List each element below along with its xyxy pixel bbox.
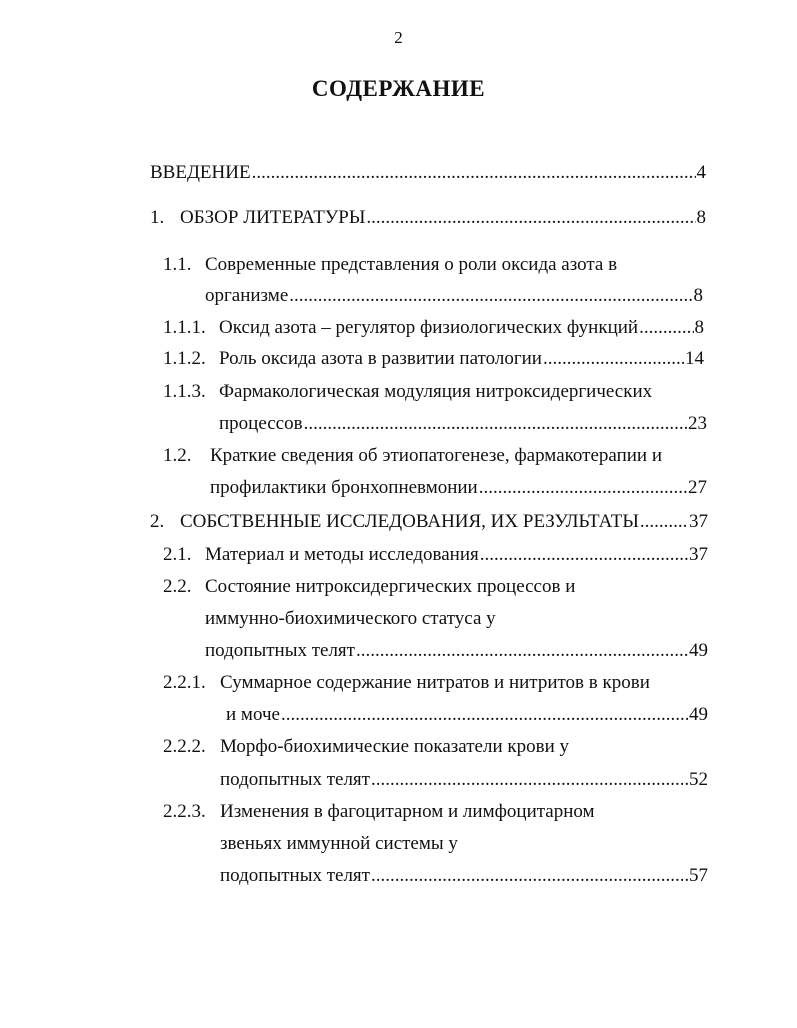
- toc-entry-page: 8: [694, 317, 704, 338]
- leader-dots: [480, 543, 688, 567]
- toc-entry-text: Фармакологическая модуляция нитроксидергических: [219, 381, 653, 402]
- toc-entry-text: Краткие сведения об этиопатогенезе, фармакотерапии и: [210, 445, 662, 466]
- toc-entry-number: 1.1.3.: [163, 381, 206, 402]
- toc-entry-page: 49: [689, 640, 708, 661]
- toc-entry-page: 37: [689, 544, 708, 565]
- toc-entry-number: 1.1.: [163, 254, 192, 275]
- leader-dots: [479, 476, 687, 500]
- toc-entry-s1-2: [210, 476, 707, 500]
- toc-entry-text: подопытных телят: [205, 640, 355, 661]
- leader-dots: [281, 703, 688, 727]
- toc-entry-s1-1-3: [219, 412, 707, 436]
- toc-entry-text: звеньях иммунной системы у: [220, 833, 458, 854]
- toc-entry-text: иммунно-биохимического статуса у: [205, 608, 496, 629]
- toc-entry-text: профилактики бронхопневмонии: [210, 477, 478, 498]
- leader-dots: [366, 206, 695, 230]
- toc-entry-s1-1-2: [219, 347, 704, 371]
- leader-dots: [371, 864, 688, 888]
- toc-entry-text: процессов: [219, 413, 303, 434]
- leader-dots: [639, 316, 693, 340]
- toc-entry-page: 49: [689, 704, 708, 725]
- toc-entry-s1-1-1: [219, 316, 704, 340]
- toc-entry-page: 8: [696, 207, 706, 228]
- leader-dots: [543, 347, 684, 371]
- toc-entry-text: Морфо-биохимические показатели крови у: [220, 736, 570, 757]
- toc-entry-s2-2-3: [220, 864, 708, 888]
- toc-entry-number: 2.2.2.: [163, 736, 206, 757]
- leader-dots: [371, 768, 688, 792]
- toc-entry-text: организме: [205, 285, 289, 306]
- toc-entry-page: 23: [688, 413, 707, 434]
- toc-entry-s1: [180, 206, 706, 230]
- toc-entry-number: 2.2.: [163, 576, 192, 597]
- toc-entry-text: подопытных телят: [220, 865, 370, 886]
- toc-entry-s2-2-1: [226, 703, 708, 727]
- toc-entry-page: 8: [693, 285, 703, 306]
- toc-entry-number: 2.: [150, 511, 165, 532]
- toc-entry-page: 37: [689, 511, 708, 532]
- leader-dots: [289, 284, 692, 308]
- toc-entry-text: Современные представления о роли оксида азота в: [205, 254, 618, 275]
- toc-entry-number: 1.1.2.: [163, 348, 206, 369]
- toc-entry-page: 27: [688, 477, 707, 498]
- toc-entry-number: 1.2.: [163, 445, 192, 466]
- toc-entry-s1-1: [205, 284, 703, 308]
- toc-entry-text: ВВЕДЕНИЕ: [150, 162, 251, 183]
- toc-entry-text: Материал и методы исследования: [205, 544, 479, 565]
- toc-entry-text: подопытных телят: [220, 769, 370, 790]
- toc-entry-text: СОБСТВЕННЫЕ ИССЛЕДОВАНИЯ, ИХ РЕЗУЛЬТАТЫ: [180, 511, 639, 532]
- toc-entry-text: Состояние нитроксидергических процессов и: [205, 576, 576, 597]
- toc-entry-s2: [180, 510, 708, 534]
- leader-dots: [356, 639, 688, 663]
- toc-entry-page: 14: [685, 348, 704, 369]
- toc-entry-text: и моче: [226, 704, 280, 725]
- leader-dots: [304, 412, 687, 436]
- toc-entry-number: 2.1.: [163, 544, 192, 565]
- toc-entry-s2-2-2: [220, 768, 708, 792]
- toc-entry-text: Изменения в фагоцитарном и лимфоцитарном: [220, 801, 595, 822]
- toc-entry-text: Оксид азота – регулятор физиологических функций: [219, 317, 639, 338]
- toc-entry-page: 4: [696, 162, 706, 183]
- toc-entry-text: ОБЗОР ЛИТЕРАТУРЫ: [180, 207, 366, 228]
- toc-entry-number: 2.2.1.: [163, 672, 206, 693]
- toc-entry-text: Суммарное содержание нитратов и нитритов в крови: [220, 672, 650, 693]
- page-title: СОДЕРЖАНИЕ: [311, 76, 486, 101]
- leader-dots: [252, 161, 696, 185]
- toc-entry-page: 57: [689, 865, 708, 886]
- toc-entry-s2-1: [205, 543, 708, 567]
- toc-entry-page: 52: [689, 769, 708, 790]
- toc-entry-intro: [150, 161, 706, 185]
- toc-entry-number: 2.2.3.: [163, 801, 206, 822]
- toc-entry-number: 1.1.1.: [163, 317, 206, 338]
- page-number: 2: [394, 28, 403, 47]
- toc-entry-number: 1.: [150, 207, 165, 228]
- toc-entry-text: Роль оксида азота в развитии патологии: [219, 348, 542, 369]
- leader-dots: [640, 510, 688, 534]
- toc-entry-s2-2: [205, 639, 708, 663]
